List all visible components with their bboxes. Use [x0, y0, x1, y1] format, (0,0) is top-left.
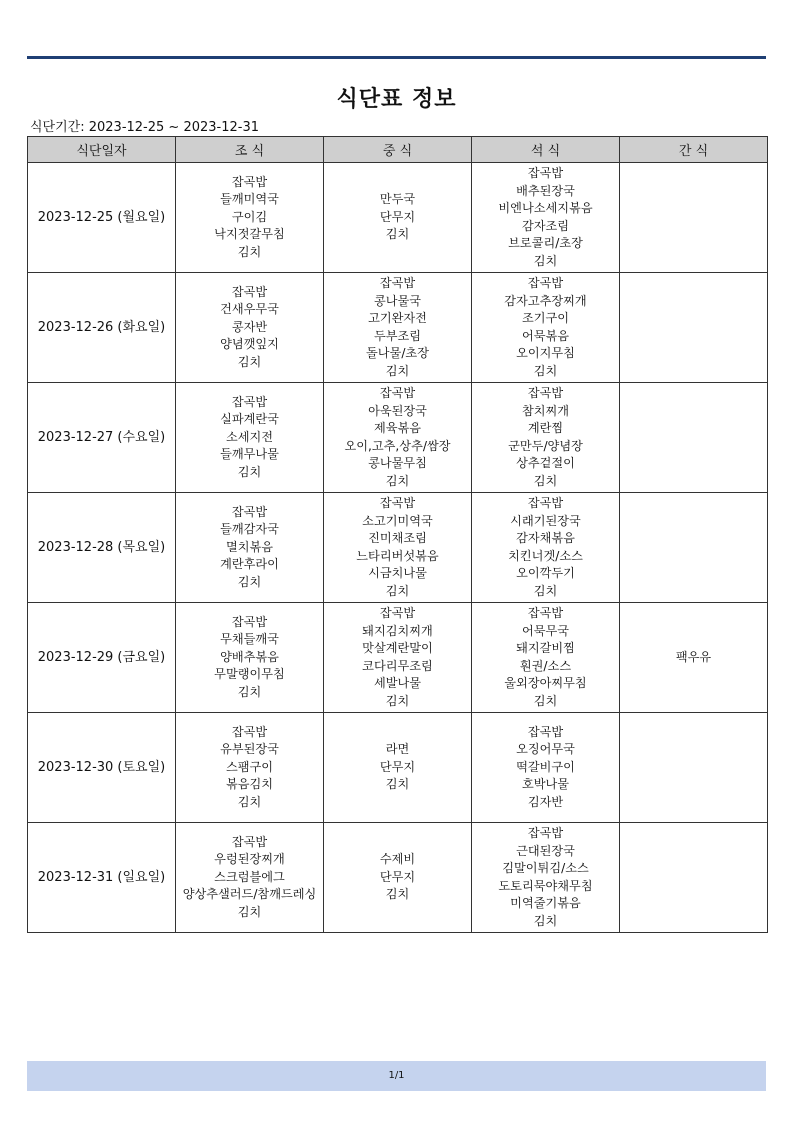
menu-item: 김치 — [237, 904, 262, 919]
meal-date: 2023-12-26 (화요일) — [28, 273, 176, 383]
menu-item: 훤권/소스 — [519, 658, 572, 673]
page-number: 1/1 — [388, 1070, 405, 1081]
menu-item: 비엔나소세지볶음 — [498, 201, 593, 215]
menu-item: 멸치볶음 — [225, 539, 274, 554]
meal-cell-dinner — [472, 603, 620, 713]
menu-item: 잡곡밥 — [379, 496, 416, 510]
menu-item: 콩나물무침 — [368, 456, 427, 470]
meal-cell-snack — [620, 273, 768, 383]
meal-cell-lunch — [324, 603, 472, 713]
menu-item: 어묵볶음 — [521, 328, 570, 343]
menu-item: 들깨무나물 — [220, 447, 279, 462]
menu-item: 잡곡밥 — [379, 276, 416, 290]
menu-item: 양상추샐러드/참깨드레싱 — [182, 887, 317, 902]
menu-item: 들깨미역국 — [220, 192, 279, 207]
meal-date: 2023-12-25 (월요일) — [28, 163, 176, 273]
header-dinner: 석 식 — [472, 137, 620, 163]
menu-item: 조기구이 — [521, 311, 570, 325]
menu-item: 코다리무조림 — [362, 658, 433, 673]
table-row — [28, 273, 768, 383]
menu-table — [27, 136, 768, 933]
menu-item: 느타리버섯볶음 — [356, 548, 439, 563]
page-footer — [27, 1061, 766, 1091]
menu-item: 김치 — [237, 354, 262, 369]
menu-item: 잡곡밥 — [527, 166, 564, 180]
menu-item: 감자채볶음 — [516, 531, 575, 545]
menu-item: 양념깻잎지 — [220, 337, 279, 352]
meal-cell-breakfast — [176, 493, 324, 603]
menu-item: 김치 — [385, 363, 410, 378]
menu-item: 호박나물 — [521, 777, 570, 792]
menu-item: 도토리묵야채무침 — [498, 878, 593, 893]
meal-cell-dinner — [472, 823, 620, 933]
menu-item: 잡곡밥 — [379, 386, 416, 400]
menu-item: 김말이튀김/소스 — [502, 861, 589, 875]
menu-item: 만두국 — [379, 192, 416, 207]
meal-date: 2023-12-31 (일요일) — [28, 823, 176, 933]
menu-item: 김치 — [533, 363, 558, 378]
table-row — [28, 823, 768, 933]
menu-item: 오이깍두기 — [516, 566, 575, 580]
menu-item: 김치 — [533, 693, 558, 708]
header-breakfast: 조 식 — [176, 137, 324, 163]
header-snack: 간 식 — [620, 137, 768, 163]
menu-item: 김치 — [533, 253, 558, 268]
menu-item: 제육볶음 — [373, 421, 422, 435]
menu-item: 치킨너겟/소스 — [508, 548, 583, 563]
menu-item: 돼지김치찌개 — [362, 623, 433, 638]
menu-period: 식단기간: 2023-12-25 ~ 2023-12-31 — [30, 120, 260, 135]
menu-item: 참치찌개 — [521, 403, 570, 418]
meal-date: 2023-12-29 (금요일) — [28, 603, 176, 713]
menu-item: 잡곡밥 — [231, 284, 268, 299]
meal-cell-breakfast — [176, 713, 324, 823]
menu-item: 군만두/양념장 — [508, 438, 583, 453]
meal-cell-lunch — [324, 713, 472, 823]
menu-item: 잡곡밥 — [527, 496, 564, 510]
menu-item: 아욱된장국 — [368, 403, 427, 418]
menu-item: 김치 — [237, 684, 262, 699]
menu-item: 고기완자전 — [368, 311, 427, 325]
menu-item: 시래기된장국 — [510, 513, 581, 528]
menu-item: 건새우무국 — [220, 302, 279, 317]
menu-item: 김치 — [533, 583, 558, 598]
menu-item: 들깨감자국 — [220, 522, 279, 537]
menu-item: 돌나물/초장 — [366, 346, 429, 360]
menu-item: 김치 — [385, 693, 410, 708]
table-row — [28, 493, 768, 603]
meal-cell-lunch — [324, 163, 472, 273]
meal-cell-lunch — [324, 383, 472, 493]
header-date: 식단일자 — [28, 137, 176, 163]
menu-item: 김치 — [385, 583, 410, 598]
menu-item: 맛살계란말이 — [362, 641, 433, 655]
table-row — [28, 713, 768, 823]
table-row — [28, 603, 768, 713]
meal-cell-lunch — [324, 493, 472, 603]
menu-item: 잡곡밥 — [231, 614, 268, 629]
menu-item: 실파계란국 — [220, 412, 279, 427]
meal-cell-snack — [620, 823, 768, 933]
menu-item: 단무지 — [379, 759, 416, 774]
menu-item: 잡곡밥 — [379, 606, 416, 620]
menu-item: 감자조림 — [521, 218, 570, 233]
meal-cell-breakfast — [176, 383, 324, 493]
meal-cell-snack — [620, 713, 768, 823]
menu-item: 볶음김치 — [225, 777, 274, 792]
meal-cell-snack — [620, 493, 768, 603]
table-row — [28, 163, 768, 273]
menu-item: 오이,고추,상추/쌈장 — [344, 438, 451, 453]
meal-cell-dinner — [472, 273, 620, 383]
menu-item: 시금치나물 — [368, 566, 427, 580]
header-lunch: 중 식 — [324, 137, 472, 163]
menu-item: 상추겉절이 — [516, 456, 575, 470]
menu-item: 계란찜 — [527, 421, 564, 435]
menu-item: 오이지무침 — [516, 346, 575, 360]
menu-item: 김치 — [533, 913, 558, 928]
menu-item: 구이김 — [231, 209, 268, 224]
menu-item: 무채들깨국 — [220, 632, 279, 647]
menu-item: 무말랭이무침 — [214, 667, 285, 682]
menu-item: 배추된장국 — [516, 183, 575, 198]
menu-item: 잡곡밥 — [231, 504, 268, 519]
menu-item: 잡곡밥 — [527, 724, 564, 739]
menu-item: 낙지젓갈무침 — [214, 227, 285, 242]
meal-cell-breakfast — [176, 273, 324, 383]
menu-item: 잡곡밥 — [231, 724, 268, 739]
meal-date: 2023-12-30 (토요일) — [28, 713, 176, 823]
menu-item: 김치 — [533, 473, 558, 488]
meal-cell-snack — [620, 163, 768, 273]
menu-item: 오징어무국 — [516, 742, 575, 757]
meal-cell-dinner — [472, 493, 620, 603]
meal-cell-snack — [620, 383, 768, 493]
menu-item: 진미채조림 — [368, 531, 427, 545]
menu-item: 유부된장국 — [220, 742, 279, 757]
menu-item: 잡곡밥 — [527, 606, 564, 620]
meal-cell-dinner — [472, 383, 620, 493]
menu-item: 잡곡밥 — [527, 386, 564, 400]
menu-item: 김치 — [237, 574, 262, 589]
menu-item: 감자고추장찌개 — [504, 293, 587, 308]
menu-item: 울외장아찌무침 — [504, 676, 587, 690]
menu-item: 잡곡밥 — [231, 394, 268, 409]
menu-item: 수제비 — [379, 852, 416, 867]
meal-cell-breakfast — [176, 163, 324, 273]
menu-item: 잡곡밥 — [527, 826, 564, 840]
menu-item: 김치 — [237, 244, 262, 259]
menu-item: 떡갈비구이 — [516, 759, 575, 774]
menu-item: 김치 — [385, 887, 410, 902]
menu-item: 양배추볶음 — [220, 649, 279, 664]
menu-item: 김자반 — [527, 794, 564, 809]
menu-item: 계란후라이 — [220, 557, 279, 572]
menu-item: 김치 — [237, 794, 262, 809]
menu-item: 잡곡밥 — [527, 276, 564, 290]
meal-date: 2023-12-28 (목요일) — [28, 493, 176, 603]
menu-item: 브로콜리/초장 — [508, 236, 583, 250]
menu-item: 스크럼블에그 — [214, 869, 285, 884]
menu-item: 단무지 — [379, 869, 416, 884]
menu-table-body — [28, 163, 768, 933]
menu-item: 우렁된장찌개 — [214, 852, 285, 867]
menu-item: 소세지전 — [225, 429, 274, 444]
meal-cell-lunch — [324, 823, 472, 933]
top-rule — [27, 56, 766, 59]
menu-item: 콩나물국 — [373, 293, 422, 308]
menu-item: 팩우유 — [675, 649, 712, 664]
menu-item: 잡곡밥 — [231, 834, 268, 849]
menu-item: 콩자반 — [231, 319, 268, 334]
menu-item: 미역줄기볶음 — [510, 896, 581, 910]
menu-item: 라면 — [385, 742, 410, 757]
page-title: 식단표 정보 — [336, 87, 457, 112]
menu-item: 김치 — [385, 473, 410, 488]
meal-cell-snack — [620, 603, 768, 713]
meal-cell-dinner — [472, 163, 620, 273]
menu-item: 김치 — [385, 777, 410, 792]
meal-cell-dinner — [472, 713, 620, 823]
menu-item: 세발나물 — [373, 676, 422, 690]
menu-item: 김치 — [385, 227, 410, 242]
menu-item: 단무지 — [379, 209, 416, 224]
menu-item: 근대된장국 — [516, 843, 575, 858]
menu-item: 스팸구이 — [225, 759, 274, 774]
table-header-row — [28, 137, 768, 163]
meal-date: 2023-12-27 (수요일) — [28, 383, 176, 493]
menu-item: 두부조림 — [373, 328, 422, 343]
menu-item: 김치 — [237, 464, 262, 479]
menu-item: 잡곡밥 — [231, 174, 268, 189]
meal-cell-lunch — [324, 273, 472, 383]
menu-item: 돼지갈비찜 — [516, 641, 575, 655]
meal-cell-breakfast — [176, 603, 324, 713]
table-row — [28, 383, 768, 493]
menu-item: 소고기미역국 — [362, 513, 433, 528]
meal-cell-breakfast — [176, 823, 324, 933]
menu-item: 어묵무국 — [521, 623, 570, 638]
